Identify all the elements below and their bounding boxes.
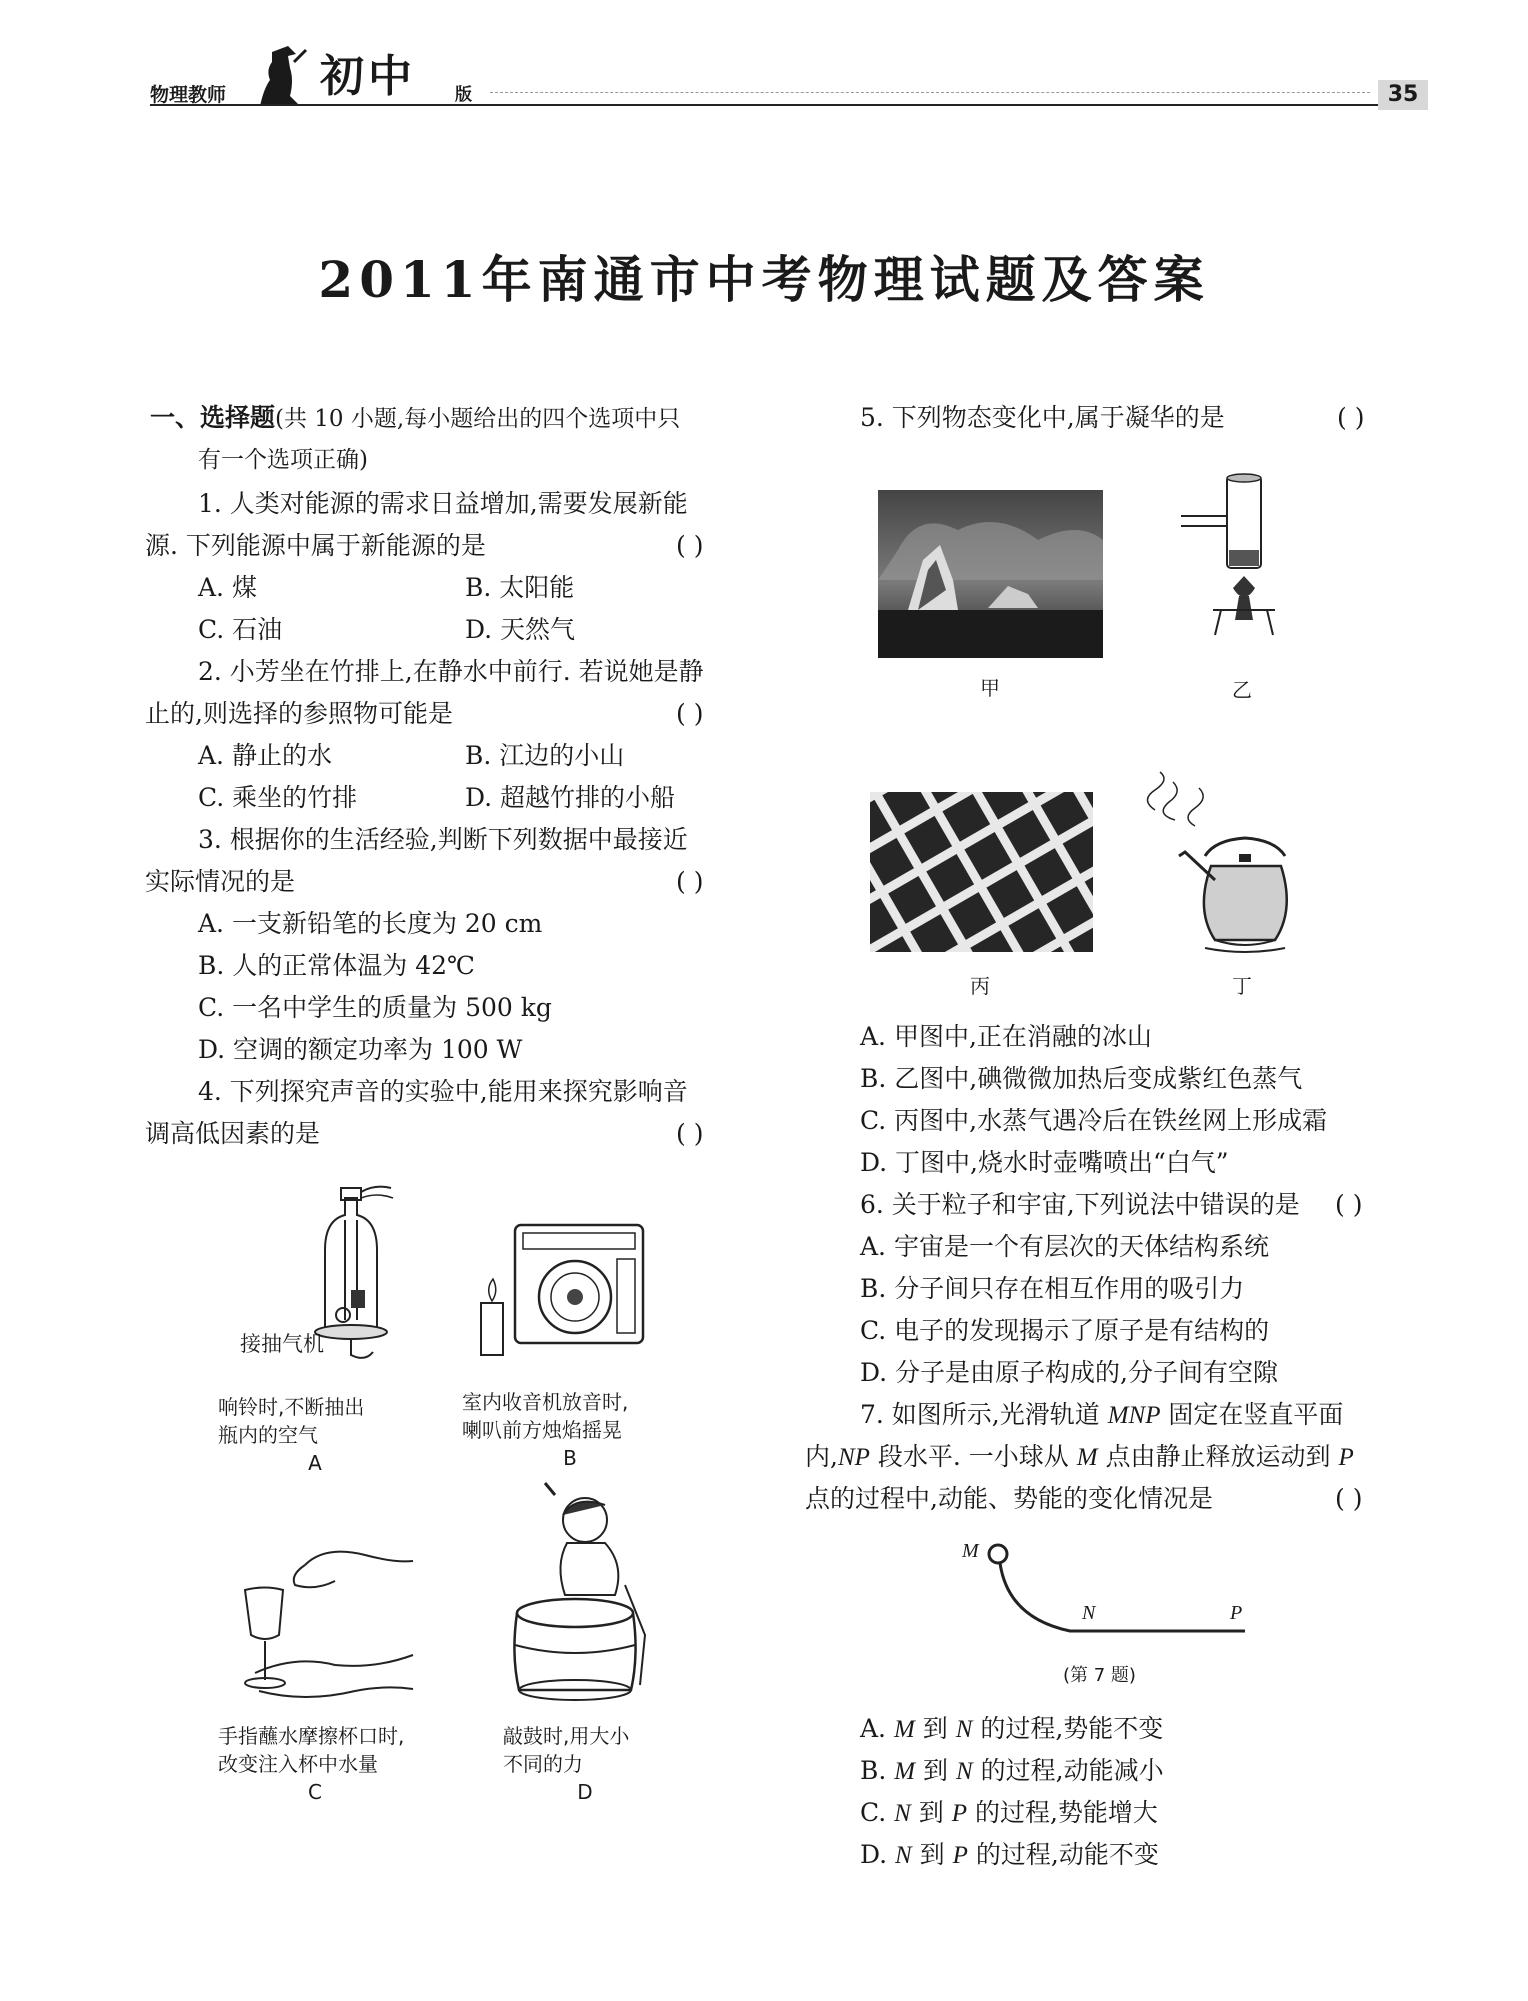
page-title: 2011年南通市中考物理试题及答案 (318, 250, 1210, 309)
q7-line2-b: NP (837, 1444, 870, 1471)
fig-a-caption-1: 响铃时,不断抽出 (218, 1395, 365, 1419)
q7-b-n: N (956, 1758, 973, 1785)
q3-line2: 实际情况的是 (145, 867, 296, 896)
fig-d-caption-1: 敲鼓时,用大小 (503, 1724, 630, 1748)
fig-b-letter: B (563, 1446, 577, 1470)
q7-c-post: 的过程,势能增大 (967, 1798, 1158, 1827)
q1-line2: 源. 下列能源中属于新能源的是 (145, 531, 486, 560)
fig-d-letter: D (577, 1780, 593, 1804)
fig-b-caption-1: 室内收音机放音时, (462, 1390, 629, 1414)
fig-a-caption-2: 瓶内的空气 (218, 1423, 318, 1447)
q7-line2-a: 内, (805, 1442, 838, 1471)
q7-a-m: M (893, 1716, 915, 1743)
q7-b-m: M (894, 1758, 916, 1785)
q7-line1 (860, 1400, 1343, 1431)
track-figure-caption: (第 7 题) (1063, 1665, 1136, 1686)
q7-a-mid: 到 (914, 1714, 956, 1743)
q7-d-p: P (952, 1842, 968, 1869)
fig-ding-label: 丁 (1232, 974, 1252, 998)
q7-d-prefix: D. (860, 1840, 896, 1869)
q3-answer-paren: ( ) (676, 867, 704, 896)
fig-a-pump-label: 接抽气机 (240, 1332, 324, 1356)
q6-option-c: C. 电子的发现揭示了原子是有结构的 (860, 1316, 1270, 1345)
q6-option-a: A. 宇宙是一个有层次的天体结构系统 (860, 1232, 1269, 1261)
fig-a-letter: A (308, 1451, 322, 1475)
q7-a-prefix: A. (860, 1714, 894, 1743)
q3-option-d: D. 空调的额定功率为 100 W (198, 1035, 523, 1064)
q7-line1-c: 固定在竖直平面 (1160, 1400, 1344, 1429)
fig-b-caption-2: 喇叭前方烛焰摇晃 (462, 1418, 622, 1442)
q5-option-c: C. 丙图中,水蒸气遇冷后在铁丝网上形成霜 (860, 1106, 1328, 1135)
q7-b-prefix: B. (860, 1756, 895, 1785)
q7-b-post: 的过程,动能减小 (972, 1756, 1164, 1785)
q2-line2: 止的,则选择的参照物可能是 (145, 699, 453, 728)
iceberg-photo (878, 490, 1103, 658)
track-label-m: M (962, 1540, 979, 1562)
q3-line1: 3. 根据你的生活经验,判断下列数据中最接近 (198, 825, 688, 854)
q2-option-d: D. 超越竹排的小船 (465, 783, 676, 812)
section-note-2: 有一个选项正确) (198, 447, 368, 473)
q1-option-d: D. 天然气 (465, 615, 576, 644)
q2-option-a: A. 静止的水 (198, 741, 332, 770)
radio-candle-figure (475, 1215, 650, 1360)
q7-a-n: N (955, 1716, 973, 1743)
q1-option-c: C. 石油 (198, 615, 283, 644)
fig-bing-label: 丙 (970, 974, 990, 998)
section-note-1: (共 10 小题,每小题给出的四个选项中只 (275, 406, 681, 432)
fig-yi-label: 乙 (1232, 678, 1252, 702)
q7-a-post: 的过程,势能不变 (972, 1714, 1164, 1743)
section-heading (150, 403, 680, 434)
iodine-tube-figure (1175, 470, 1305, 645)
q7-answer-paren: ( ) (1335, 1484, 1363, 1513)
kettle-figure (1135, 770, 1335, 955)
fig-c-caption-2: 改变注入杯中水量 (218, 1752, 378, 1776)
q4-line1: 4. 下列探究声音的实验中,能用来探究影响音 (198, 1077, 688, 1106)
q6-option-d: D. 分子是由原子构成的,分子间有空隙 (860, 1358, 1278, 1387)
q3-option-c: C. 一名中学生的质量为 500 kg (198, 993, 552, 1022)
q1-option-b: B. 太阳能 (465, 573, 575, 602)
q7-line3: 点的过程中,动能、势能的变化情况是 (805, 1484, 1213, 1513)
q7-line2-d: M (1076, 1444, 1098, 1471)
q7-c-mid: 到 (910, 1798, 952, 1827)
q7-b-mid: 到 (915, 1756, 956, 1785)
q6-answer-paren: ( ) (1335, 1190, 1363, 1219)
q7-c-n: N (894, 1800, 911, 1827)
drum-figure (505, 1485, 655, 1710)
q7-line2-f: P (1338, 1444, 1354, 1471)
frost-mesh-photo (870, 792, 1093, 952)
header-dashed-rule (490, 92, 1370, 93)
q5-option-b: B. 乙图中,碘微微加热后变成紫红色蒸气 (860, 1064, 1303, 1093)
q2-answer-paren: ( ) (676, 699, 704, 728)
q7-line1-a: 7. 如图所示,光滑轨道 (860, 1400, 1108, 1429)
q3-option-a: A. 一支新铅笔的长度为 20 cm (198, 909, 543, 938)
track-label-n: N (1082, 1602, 1096, 1624)
q7-option-c (860, 1798, 1158, 1829)
q7-option-a (860, 1714, 1163, 1745)
edition-suffix: 版 (455, 85, 472, 105)
q2-option-c: C. 乘坐的竹排 (198, 783, 358, 812)
q7-option-b (860, 1756, 1164, 1787)
q6-line1: 6. 关于粒子和宇宙,下列说法中错误的是 (860, 1190, 1300, 1219)
fig-d-caption-2: 不同的力 (503, 1752, 583, 1776)
q4-answer-paren: ( ) (676, 1119, 704, 1148)
q7-c-prefix: C. (860, 1798, 895, 1827)
q7-d-mid: 到 (911, 1840, 953, 1869)
q7-d-post: 的过程,动能不变 (967, 1840, 1159, 1869)
header-rule (150, 104, 1378, 106)
q4-line2: 调高低因素的是 (145, 1119, 321, 1148)
q7-d-n: N (895, 1842, 912, 1869)
q6-option-b: B. 分子间只存在相互作用的吸引力 (860, 1274, 1245, 1303)
fig-c-caption-1: 手指蘸水摩擦杯口时, (218, 1724, 405, 1748)
q7-line1-b: MNP (1107, 1402, 1161, 1429)
q5-answer-paren: ( ) (1337, 403, 1365, 432)
q7-line2-e: 点由静止释放运动到 (1097, 1442, 1339, 1471)
q5-option-a: A. 甲图中,正在消融的冰山 (860, 1022, 1152, 1051)
page-number: 35 (1378, 80, 1428, 110)
q3-option-b: B. 人的正常体温为 42℃ (198, 951, 475, 980)
q2-line1: 2. 小芳坐在竹排上,在静水中前行. 若说她是静 (198, 657, 704, 686)
q1-answer-paren: ( ) (676, 531, 704, 560)
q7-c-p: P (951, 1800, 968, 1827)
q7-line2 (805, 1442, 1354, 1473)
wine-glass-figure (235, 1545, 415, 1710)
q1-option-a: A. 煤 (198, 573, 257, 602)
q2-option-b: B. 江边的小山 (465, 741, 625, 770)
section-label: 一、选择题 (150, 403, 276, 432)
edition-name: 初中 (320, 51, 416, 102)
track-figure (960, 1538, 1260, 1638)
q7-line2-c: 段水平. 一小球从 (869, 1442, 1077, 1471)
fig-c-letter: C (308, 1780, 322, 1804)
q5-option-d: D. 丁图中,烧水时壶嘴喷出“白气” (860, 1148, 1229, 1177)
q1-line1: 1. 人类对能源的需求日益增加,需要发展新能 (198, 489, 688, 518)
magazine-name: 物理教师 (150, 84, 227, 106)
q5-line1: 5. 下列物态变化中,属于凝华的是 (860, 403, 1225, 432)
fig-jia-label: 甲 (980, 676, 1000, 700)
q7-option-d (860, 1840, 1159, 1871)
track-label-p: P (1230, 1602, 1243, 1624)
teacher-silhouette-icon (250, 40, 310, 110)
